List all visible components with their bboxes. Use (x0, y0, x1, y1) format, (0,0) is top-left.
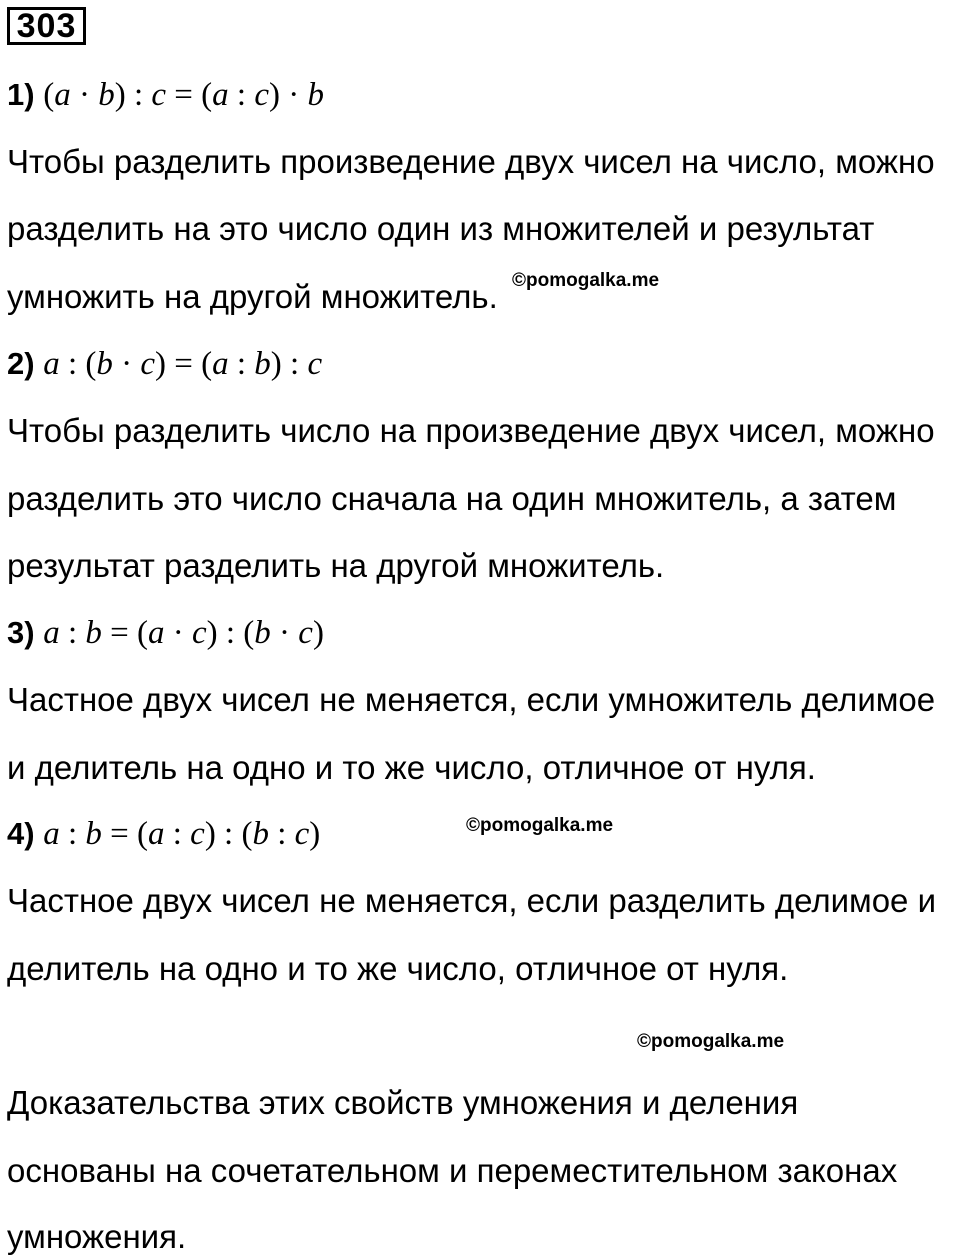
item-1-label: 1) (7, 77, 35, 112)
item-4-text-line-1: Частное двух чисел не меняется, если разделить делимое и (7, 882, 937, 919)
item-1-formula: (a · b) : c = (a : c) · b (43, 77, 324, 113)
item-2-label: 2) (7, 346, 35, 381)
problem-number: 303 (7, 7, 86, 45)
item-2-text-line-3: результат разделить на другой множитель. (7, 547, 665, 584)
item-2-text-line-1: Чтобы разделить число на произведение двух чисел, можно (7, 412, 935, 449)
item-1-formula-line (7, 75, 324, 115)
item-4-label: 4) (7, 816, 35, 851)
conclusion-line-3: умножения. (7, 1218, 187, 1255)
item-4-formula-line (7, 814, 320, 854)
item-3-text-line-2: и делитель на одно и то же число, отличное от нуля. (7, 749, 816, 786)
conclusion-line-2: основаны на сочетательном и переместительном законах (7, 1152, 898, 1189)
item-3-label: 3) (7, 615, 35, 650)
item-2-formula-line (7, 344, 322, 384)
item-3-text-line-1: Частное двух чисел не меняется, если умножитель делимое (7, 681, 936, 718)
watermark-1: ©pomogalka.me (512, 270, 660, 291)
item-1-text-line-3: умножить на другой множитель. (7, 278, 498, 315)
item-1-text-line-1: Чтобы разделить произведение двух чисел на число, можно (7, 143, 935, 180)
item-1-text-line-2: разделить на это число один из множителей и результат (7, 210, 875, 247)
item-4-formula: a : b = (a : c) : (b : c) (43, 816, 321, 852)
item-3-formula: a : b = (a · c) : (b · c) (43, 615, 324, 651)
item-2-text-line-2: разделить это число сначала на один множитель, а затем (7, 480, 897, 517)
item-4-text-line-2: делитель на одно и то же число, отличное от нуля. (7, 950, 789, 987)
watermark-3: ©pomogalka.me (637, 1031, 785, 1052)
watermark-2: ©pomogalka.me (466, 815, 614, 836)
item-2-formula: a : (b · c) = (a : b) : c (43, 346, 323, 382)
conclusion-line-1: Доказательства этих свойств умножения и деления (7, 1084, 799, 1121)
item-3-formula-line (7, 613, 324, 653)
